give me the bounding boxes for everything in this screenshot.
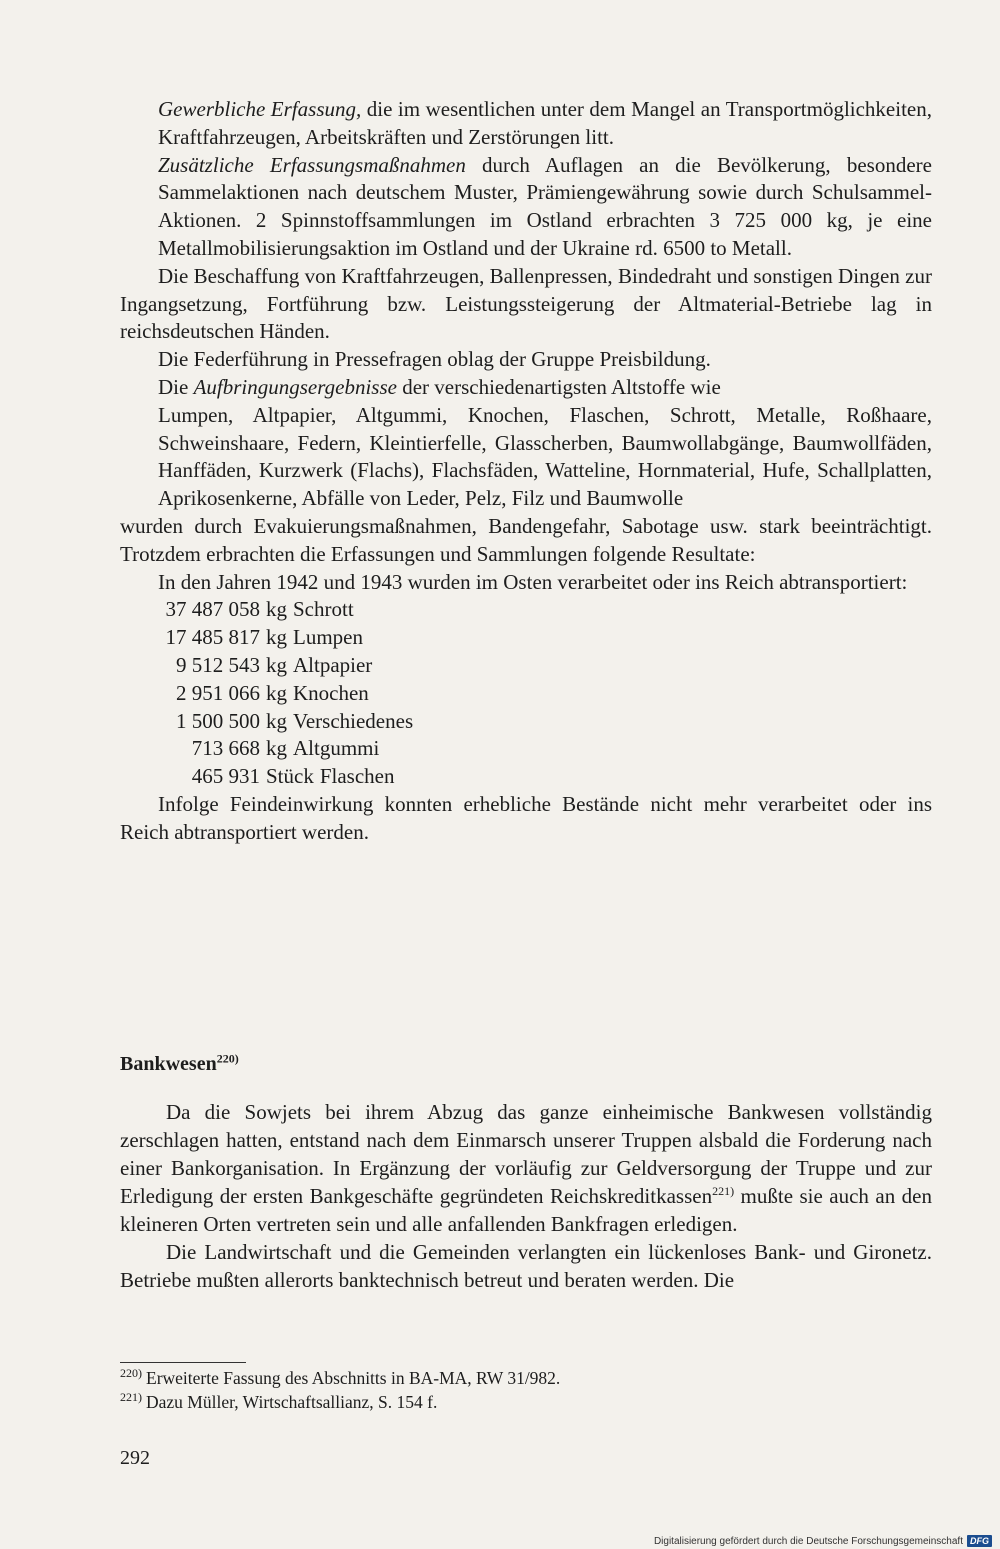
paragraph-gewerbliche xyxy=(120,96,932,152)
result-label: Verschiedenes xyxy=(293,708,414,733)
emphasis-aufbringung: Aufbringungsergebnisse xyxy=(193,374,397,399)
text-aufbringung-post: der verschiedenartigsten Altstoffe wie xyxy=(396,374,721,399)
paragraph-zusaetzliche xyxy=(120,152,932,263)
section-heading xyxy=(120,1053,239,1076)
text-gewerbliche: die im wesentlichen unter dem Mangel an Transportmöglichkeiten, Kraftfahrzeugen, Arbeitskräften und Zerstörungen litt. xyxy=(158,97,932,149)
list-item xyxy=(120,708,932,736)
footnote-mark: 220) xyxy=(120,1366,142,1381)
emphasis-zusaetzliche: Zusätzliche Erfassungsmaßnahmen xyxy=(158,152,466,177)
result-label: Knochen xyxy=(293,680,369,705)
list-item xyxy=(120,680,932,708)
result-label: Lumpen xyxy=(293,625,363,650)
footnote-ref-221: 221) xyxy=(712,1184,735,1198)
text-sowjets-pre: Da die Sowjets bei ihrem Abzug das ganze einheimische Bankwesen vollständig zerschlagen hatten, entstand nach dem Einmarsch unserer Truppen alsbald die Forderung nach einer Bankorganisation. In Ergänzung der vorläufig zur Geldversorgung der Truppe und zur Erledigung der ersten Bankgeschäfte gegründeten Reichskreditkassen xyxy=(120,1100,932,1208)
footnote-mark: 221) xyxy=(120,1390,142,1405)
paragraph-sowjets xyxy=(120,1098,932,1238)
text-sowjets-post: mußte sie auch an den kleineren Orten vertreten sein und alle anfallenden Bankfragen erledigen. xyxy=(120,1184,932,1236)
paragraph-beschaffung: Die Beschaffung von Kraftfahrzeugen, Ballenpressen, Bindedraht und sonstigen Dingen zur Ingangsetzung, Fortführung bzw. Leistungssteigerung der Altmaterial-Betriebe lag in reichsdeutschen Händen. xyxy=(120,263,932,344)
result-amount: 465 931 xyxy=(191,764,260,789)
result-unit: kg xyxy=(266,625,287,650)
result-label: Schrott xyxy=(293,597,354,622)
paragraph-aufbringung xyxy=(120,374,932,402)
text-aufbringung-pre: Die xyxy=(158,374,194,399)
footnote-divider xyxy=(120,1362,246,1363)
results-list xyxy=(120,596,932,791)
result-unit: Stück xyxy=(266,764,314,789)
page-number: 292 xyxy=(120,1447,150,1469)
result-amount: 9 512 543 xyxy=(176,652,260,677)
paragraph-jahren: In den Jahren 1942 und 1943 wurden im Osten verarbeitet oder ins Reich abtransportiert: xyxy=(158,569,908,594)
result-amount: 1 500 500 xyxy=(176,708,260,733)
list-item xyxy=(120,624,932,652)
result-label: Altpapier xyxy=(293,652,373,677)
result-amount: 17 485 817 xyxy=(165,625,260,650)
banner-text: Digitalisierung gefördert durch die Deutsche Forschungsgemeinschaft xyxy=(653,1535,963,1547)
paragraph-wurden: wurden durch Evakuierungsmaßnahmen, Bandengefahr, Sabotage usw. stark beeinträchtigt. Trotzdem erbrachten die Erfassungen und Sammlungen folgende Resultate: xyxy=(120,513,932,566)
body-text-bankwesen xyxy=(120,1098,932,1294)
footnote-221 xyxy=(120,1390,920,1414)
result-unit: kg xyxy=(266,708,287,733)
result-unit: kg xyxy=(266,736,287,761)
digitization-banner xyxy=(654,1535,992,1547)
paragraph-infolge: Infolge Feindeinwirkung konnten erhebliche Bestände nicht mehr verarbeitet oder ins Reich abtransportiert werden. xyxy=(120,791,932,844)
list-item xyxy=(120,596,932,624)
result-amount: 713 668 xyxy=(191,736,260,761)
paragraph-altstoffe: Lumpen, Altpapier, Altgummi, Knochen, Flaschen, Schrott, Metalle, Roßhaare, Schweinshaare, Federn, Kleintierfelle, Glasscherben, Baumwollabgänge, Baumwollfäden, Hanffäden, Kurzwerk (Flachs), Flachsfäden, Watteline, Hornmaterial, Hufe, Schallplatten, Aprikosenkerne, Abfälle von Leder, Pelz, Filz und Baumwolle xyxy=(158,402,932,511)
footnote-text: Dazu Müller, Wirtschaftsallianz, S. 154 f. xyxy=(146,1392,438,1412)
result-unit: kg xyxy=(266,680,287,705)
list-item xyxy=(120,735,932,763)
list-item xyxy=(120,652,932,680)
footnotes xyxy=(120,1366,920,1414)
result-unit: kg xyxy=(266,597,287,622)
result-amount: 37 487 058 xyxy=(165,597,260,622)
result-unit: kg xyxy=(266,652,287,677)
result-label: Altgummi xyxy=(293,736,380,761)
paragraph-federfuehrung: Die Federführung in Pressefragen oblag der Gruppe Preisbildung. xyxy=(158,347,711,372)
result-label: Flaschen xyxy=(319,764,395,789)
body-text-top xyxy=(120,96,932,847)
footnote-220 xyxy=(120,1366,920,1390)
heading-footnote-ref: 220) xyxy=(216,1051,239,1066)
dfg-logo-icon: DFG xyxy=(967,1535,992,1547)
text-zusaetzliche: durch Auflagen an die Bevölkerung, besondere Sammelaktionen nach deutschem Muster, Prämiengewährung sowie durch Schulsammel-Aktionen. 2 Spinnstoffsammlungen im Ostland erbrachten 3 725 000 kg, je eine Metallmobilisierungsaktion im Ostland und der Ukraine rd. 6500 to Metall. xyxy=(158,152,932,260)
paragraph-landwirtschaft: Die Landwirtschaft und die Gemeinden verlangten ein lückenloses Bank- und Gironetz. Betriebe mußten allerorts banktechnisch betreut und beraten werden. Die xyxy=(120,1240,932,1292)
result-amount: 2 951 066 xyxy=(176,680,260,705)
list-item xyxy=(120,763,932,791)
footnote-text: Erweiterte Fassung des Abschnitts in BA-MA, RW 31/982. xyxy=(146,1368,561,1388)
emphasis-gewerbliche: Gewerbliche Erfassung, xyxy=(158,97,362,121)
heading-text: Bankwesen xyxy=(120,1053,217,1075)
